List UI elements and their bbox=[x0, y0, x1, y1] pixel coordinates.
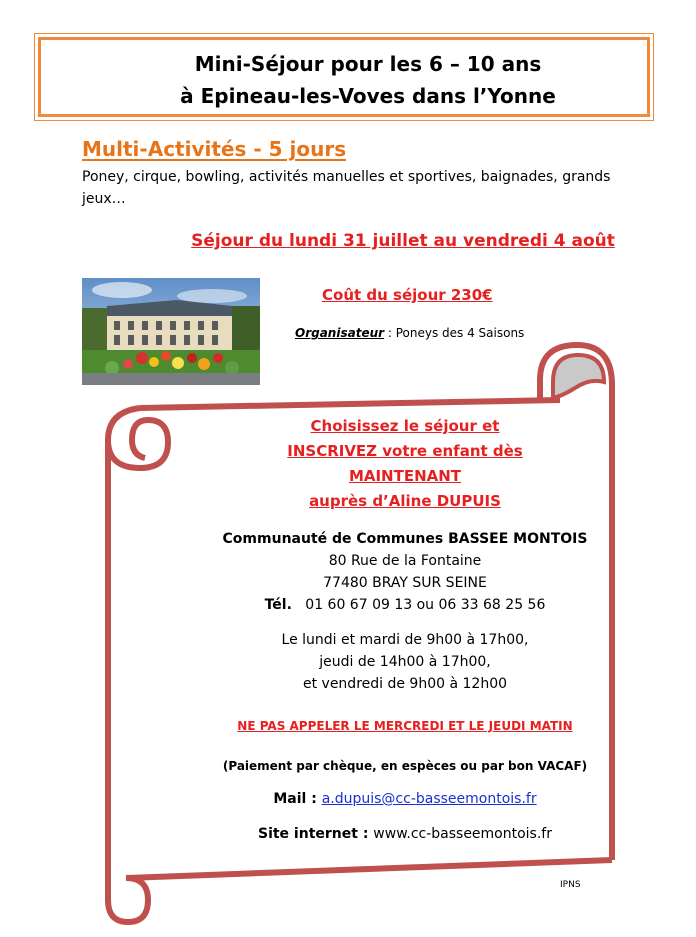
payment-info: (Paiement par chèque, en espèces ou par bon VACAF) bbox=[222, 759, 588, 773]
opening-hours bbox=[170, 629, 640, 695]
contact-org: Communauté de Communes BASSEE MONTOIS bbox=[222, 531, 588, 547]
hours-line3: et vendredi de 9h00 à 12h00 bbox=[302, 676, 508, 692]
phone-label: Tél. bbox=[264, 597, 292, 613]
signup-line3: MAINTENANT bbox=[348, 467, 462, 485]
hours-line2: jeudi de 14h00 à 17h00, bbox=[319, 654, 491, 670]
mail-label: Mail : bbox=[273, 791, 322, 807]
stay-dates: Séjour du lundi 31 juillet au vendredi 4 août bbox=[191, 231, 615, 251]
website-label: Site internet : bbox=[257, 826, 374, 842]
organizer-label: Organisateur bbox=[295, 326, 385, 340]
contact-phone-row bbox=[170, 594, 640, 616]
organizer-value: : Poneys des 4 Saisons bbox=[384, 326, 525, 340]
activities-text: Poney, cirque, bowling, activités manuelles et sportives, baignades, grands jeux… bbox=[82, 169, 611, 207]
signup-call bbox=[170, 414, 640, 514]
signup-line4: auprès d’Aline DUPUIS bbox=[309, 492, 501, 510]
phone-numbers: 01 60 67 09 13 ou 06 33 68 25 56 bbox=[305, 597, 546, 613]
signup-line1: Choisissez le séjour et bbox=[310, 417, 500, 435]
hours-line1: Le lundi et mardi de 9h00 à 17h00, bbox=[281, 632, 529, 648]
mail-link[interactable]: a.dupuis@cc-basseemontois.fr bbox=[321, 791, 537, 807]
signup-line2: INSCRIVEZ votre enfant dès bbox=[287, 442, 523, 460]
page-title-line1: Mini-Séjour pour les 6 – 10 ans bbox=[194, 52, 542, 76]
website-row bbox=[170, 826, 640, 842]
mail-row bbox=[170, 791, 640, 807]
website-url: www.cc-basseemontois.fr bbox=[373, 826, 552, 842]
activities-heading: Multi-Activités - 5 jours bbox=[82, 137, 347, 161]
contact-city: 77480 BRAY SUR SEINE bbox=[323, 575, 487, 591]
contact-block bbox=[170, 528, 640, 616]
contact-street: 80 Rue de la Fontaine bbox=[328, 553, 482, 569]
stay-cost: Coût du séjour 230€ bbox=[322, 286, 493, 304]
call-warning: NE PAS APPELER LE MERCREDI ET LE JEUDI MATIN bbox=[237, 719, 573, 733]
ipns-footer: IPNS bbox=[560, 880, 581, 890]
page-title-line2: à Epineau-les-Voves dans l’Yonne bbox=[180, 84, 556, 108]
